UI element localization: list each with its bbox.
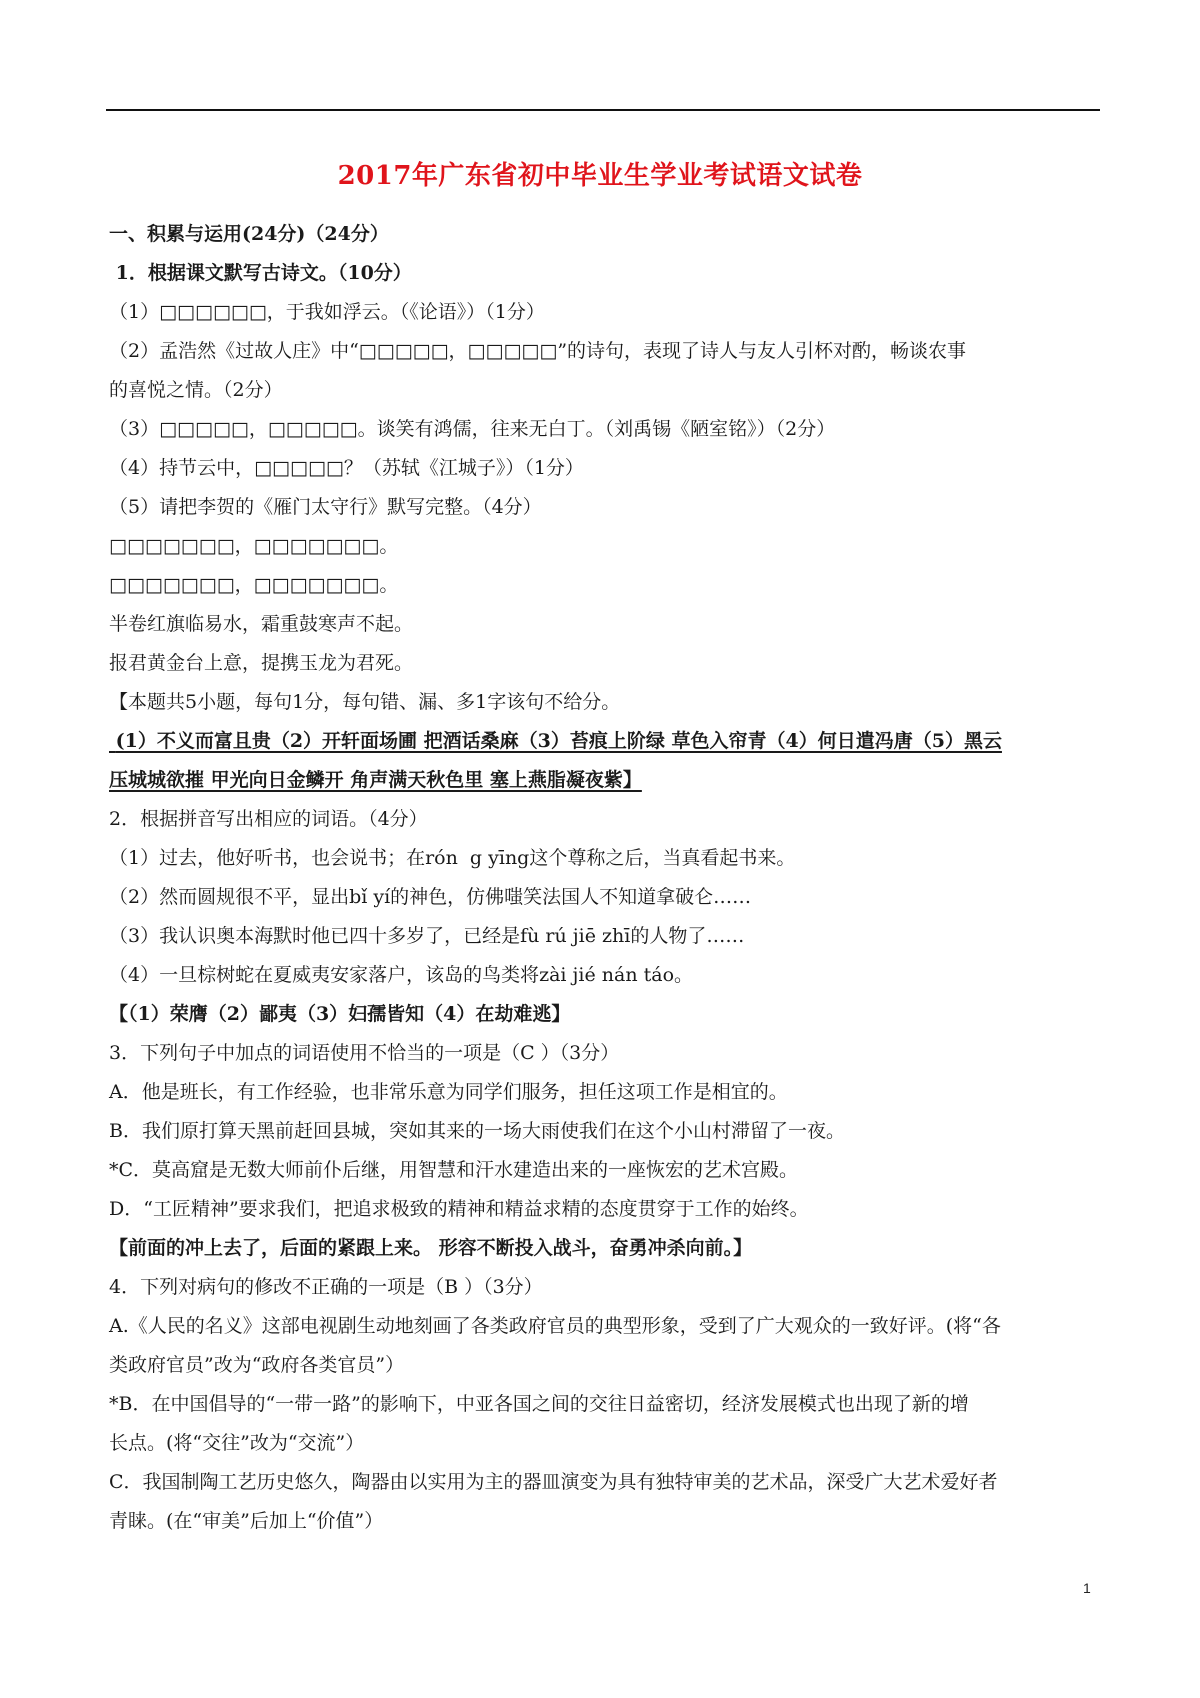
text-line: （2）孟浩然《过故人庄》中“□□□□□，□□□□□”的诗句，表现了诗人与友人引杯对酌，畅谈农事 xyxy=(109,340,967,362)
text-line: 3．下列句子中加点的词语使用不恰当的一项是（C ）（3分） xyxy=(109,1042,620,1064)
text-line: 4．下列对病句的修改不正确的一项是（B ）（3分） xyxy=(109,1276,543,1298)
text-line: （3）我认识奥本海默时他已四十多岁了，已经是fù rú jiē zhī的人物了…… xyxy=(109,925,745,947)
text-line: 【前面的冲上去了，后面的紧跟上来。 形容不断投入战斗，奋勇冲杀向前。】 xyxy=(109,1237,753,1259)
text-line xyxy=(109,722,1101,761)
text-line: 青睐。(在“审美”后加上“价值”） xyxy=(109,1510,384,1532)
text-line: （5）请把李贺的《雁门太守行》默写完整。（4分） xyxy=(109,496,542,518)
text-line: C．我国制陶工艺历史悠久，陶器由以实用为主的器皿演变为具有独特审美的艺术品，深受广大艺术爱好者 xyxy=(109,1471,998,1493)
header-rule xyxy=(106,109,1100,111)
text-line: *C．莫高窟是无数大师前仆后继，用智慧和汗水建造出来的一座恢宏的艺术宫殿。 xyxy=(109,1159,799,1181)
text-line: D．“工匠精神”要求我们，把追求极致的精神和精益求精的态度贯穿于工作的始终。 xyxy=(109,1198,809,1220)
text-line: □□□□□□□，□□□□□□□。 xyxy=(109,574,399,596)
exam-content xyxy=(109,215,1101,1541)
answer-text: (1）不义而富且贵（2）开轩面场圃 把酒话桑麻（3）苔痕上阶绿 草色入帘青（4）何日遣冯唐（5）黑云 xyxy=(109,730,1002,752)
text-line: □□□□□□□，□□□□□□□。 xyxy=(109,535,399,557)
text-line: 半卷红旗临易水，霜重鼓寒声不起。 xyxy=(109,613,414,635)
text-line: （1）□□□□□□，于我如浮云。（《论语》）（1分） xyxy=(109,301,545,323)
text-line: （4）持节云中，□□□□□？（苏轼《江城子》）（1分） xyxy=(109,457,584,479)
answer-text: 压城城欲摧 甲光向日金鳞开 角声满天秋色里 塞上燕脂凝夜紫】 xyxy=(109,769,642,791)
text-line: 类政府官员”改为“政府各类官员”） xyxy=(109,1354,405,1376)
text-line: （4）一旦棕树蛇在夏威夷安家落户，该岛的鸟类将zài jié nán táo。 xyxy=(109,964,694,986)
text-line: 一、积累与运用(24分)（24分） xyxy=(109,223,389,245)
text-line: 报君黄金台上意，提携玉龙为君死。 xyxy=(109,652,414,674)
text-line: 长点。(将“交往”改为“交流”） xyxy=(109,1432,365,1454)
text-line: 1．根据课文默写古诗文。（10分） xyxy=(109,262,412,284)
text-line xyxy=(109,761,1101,800)
text-line: 的喜悦之情。（2分） xyxy=(109,379,283,401)
text-line: （1）过去，他好听书，也会说书；在rón g yīng这个尊称之后，当真看起书来。 xyxy=(109,847,796,869)
text-line: 【（1）荣膺（2）鄙夷（3）妇孺皆知（4）在劫难逃】 xyxy=(109,1003,571,1025)
text-line: A.《人民的名义》这部电视剧生动地刻画了各类政府官员的典型形象，受到了广大观众的一致好评。(将“各 xyxy=(109,1315,1001,1337)
text-line: *B．在中国倡导的“一带一路”的影响下，中亚各国之间的交往日益密切，经济发展模式也出现了新的增 xyxy=(109,1393,969,1415)
page-title: 2017年广东省初中毕业生学业考试语文试卷 xyxy=(337,161,863,191)
text-line: 【本题共5小题，每句1分，每句错、漏、多1字该句不给分。 xyxy=(109,691,621,713)
text-line: （2）然而圆规很不平，显出bǐ yí的神色，仿佛嗤笑法国人不知道拿破仑…… xyxy=(109,886,752,908)
text-line: A．他是班长，有工作经验，也非常乐意为同学们服务，担任这项工作是相宜的。 xyxy=(109,1081,788,1103)
text-line: 2．根据拼音写出相应的词语。（4分） xyxy=(109,808,428,830)
text-line: （3）□□□□□，□□□□□。谈笑有鸿儒，往来无白丁。（刘禹锡《陋室铭》）（2分） xyxy=(109,418,836,440)
page-number: 1 xyxy=(1083,1580,1091,1596)
text-line: B．我们原打算天黑前赶回县城，突如其来的一场大雨使我们在这个小山村滞留了一夜。 xyxy=(109,1120,845,1142)
